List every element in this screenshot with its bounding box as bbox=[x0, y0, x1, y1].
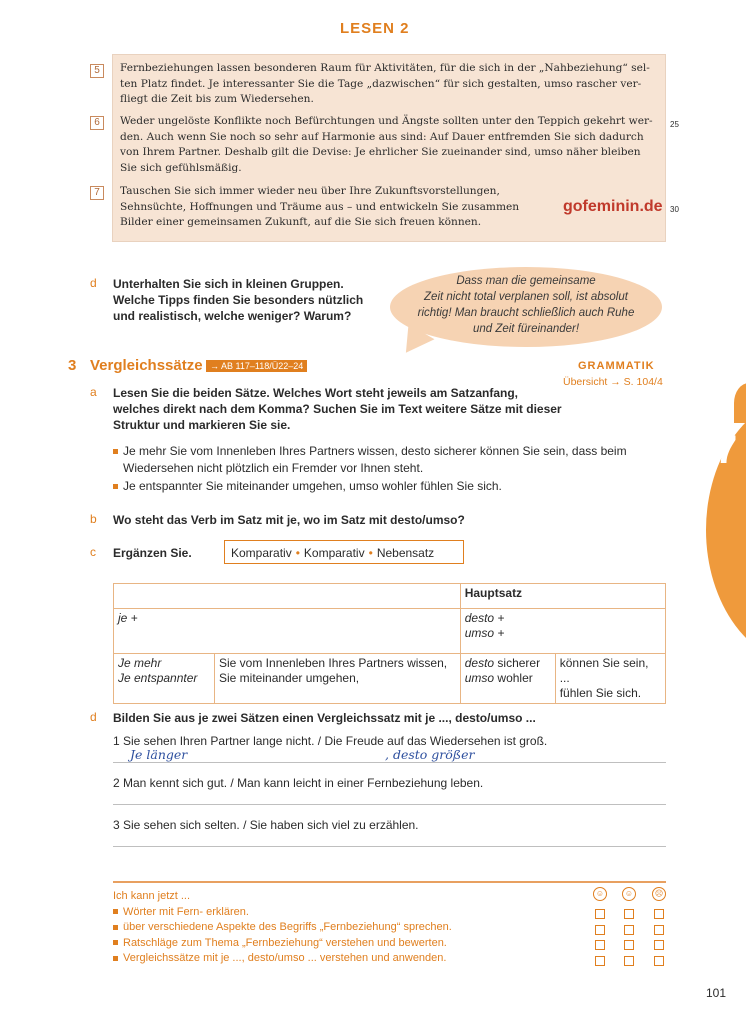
grammar-label: GRAMMATIK bbox=[578, 360, 655, 372]
answer-line[interactable] bbox=[113, 804, 666, 805]
answer-line[interactable] bbox=[113, 762, 666, 763]
checkbox[interactable] bbox=[595, 909, 605, 919]
options-box bbox=[224, 540, 464, 564]
table-cell: Sie vom Innenleben Ihres Partners wissen, Sie miteinander umgehen, bbox=[215, 654, 461, 704]
example-sentence-1: Je mehr Sie vom Innenleben Ihres Partners wissen, desto sicherer können Sie sein, dass beim Wiedersehen nicht plötzlich ein Fremder vor Ihnen steht. bbox=[113, 443, 627, 477]
chapter-number: 7 bbox=[715, 428, 738, 472]
task-c-instruction: Ergänzen Sie. bbox=[113, 546, 192, 560]
paragraph-number: 6 bbox=[90, 116, 104, 130]
task-d-instruction: Unterhalten Sie sich in kleinen Gruppen. Welche Tipps finden Sie besonders nützlich und realistisch, welche weniger? Warum? bbox=[113, 277, 364, 323]
section-title: Vergleichssätze bbox=[90, 357, 203, 374]
bullet-icon bbox=[113, 956, 118, 961]
chapter-tab-top bbox=[734, 383, 746, 423]
paragraph-7: Tauschen Sie sich immer wieder neu über Ihre Zukunftsvorstellungen, Sehnsüchte, Hoffnungen und Träume aus – und entwickeln Sie zusammen Bilder einer gemeinsamen Zukunft, auf die Sie sich freuen können. bbox=[120, 185, 520, 228]
checkbox[interactable] bbox=[654, 909, 664, 919]
table-cell: Je mehr Je entspannter bbox=[114, 654, 215, 704]
task-letter: d bbox=[90, 710, 97, 724]
option-item: Nebensatz bbox=[376, 546, 435, 560]
grammar-table bbox=[113, 583, 666, 704]
grammar-reference: Übersicht → S. 104/4 bbox=[563, 376, 663, 388]
checkbox[interactable] bbox=[654, 940, 664, 950]
table-header-hauptsatz: Hauptsatz bbox=[460, 584, 665, 609]
task-d2-instruction: Bilden Sie aus je zwei Sätzen einen Vergleichssatz mit je ..., desto/umso ... bbox=[113, 711, 536, 725]
line-number-30: 30 bbox=[670, 205, 679, 214]
bullet-icon bbox=[113, 449, 118, 454]
option-item: Komparativ bbox=[231, 546, 292, 560]
checkbox[interactable] bbox=[624, 909, 634, 919]
sad-face-icon: ☹ bbox=[652, 887, 666, 901]
paragraph-number: 7 bbox=[90, 186, 104, 200]
page-heading: LESEN 2 bbox=[340, 20, 410, 37]
table-cell: desto sicherer umso wohler bbox=[460, 654, 555, 704]
example-sentence-2: Je entspannter Sie miteinander umgehen, umso wohler fühlen Sie sich. bbox=[113, 478, 502, 495]
gofeminin-logo: gofeminin.de bbox=[563, 198, 663, 215]
checkbox[interactable] bbox=[654, 925, 664, 935]
bullet-icon bbox=[113, 940, 118, 945]
task-letter: a bbox=[90, 385, 97, 399]
paragraph-number: 5 bbox=[90, 64, 104, 78]
table-header-empty bbox=[114, 584, 461, 609]
section-divider bbox=[113, 881, 666, 883]
happy-face-icon: ☺ bbox=[593, 887, 607, 901]
neutral-face-icon: ☺ bbox=[622, 887, 636, 901]
page-number: 101 bbox=[706, 986, 727, 1000]
can-do-list: Ich kann jetzt ... Wörter mit Fern- erklären. über verschiedene Aspekte des Begriffs „Fernbeziehung“ sprechen. Ratschläge zum Thema „Fernbeziehung“ verstehen und bewerten. Vergleichssätze mit je ..., desto/umso ... verstehen und anwenden. bbox=[113, 890, 452, 964]
task-b-instruction: Wo steht das Verb im Satz mit je, wo im Satz mit desto/umso? bbox=[113, 513, 465, 527]
table-cell-je[interactable]: je + bbox=[114, 609, 461, 654]
checkbox[interactable] bbox=[654, 956, 664, 966]
checkbox[interactable] bbox=[595, 956, 605, 966]
handwritten-answer: , desto größer bbox=[385, 747, 475, 762]
checkbox[interactable] bbox=[624, 940, 634, 950]
paragraph-6: Weder ungelöste Konflikte noch Befürchtungen und Ängste sollten unter den Teppich gekehrt wer- den. Auch wenn Sie noch so sehr auf Harmonie aus sind: Auf Dauer entfremden Sie sich dadurch von Ihrem Partner. Deshalb gilt die Devise: Je ehrlicher Sie zueinander sind, umso näher bleiben Sie sich gefühlsmäßig. bbox=[120, 115, 653, 174]
option-item: Komparativ bbox=[303, 546, 365, 560]
bullet-icon bbox=[113, 925, 118, 930]
task-letter: d bbox=[90, 276, 97, 290]
task-letter: b bbox=[90, 512, 97, 526]
checkbox[interactable] bbox=[595, 940, 605, 950]
table-cell-desto-umso[interactable]: desto + umso + bbox=[460, 609, 665, 654]
checkbox[interactable] bbox=[624, 956, 634, 966]
section-number: 3 bbox=[68, 357, 77, 374]
separator-dot: • bbox=[295, 546, 300, 560]
task-letter: c bbox=[90, 545, 96, 559]
bullet-icon bbox=[113, 909, 118, 914]
table-cell: können Sie sein, ... fühlen Sie sich. bbox=[555, 654, 665, 704]
handwritten-answer: Je länger bbox=[130, 747, 188, 762]
task-a-instruction: Lesen Sie die beiden Sätze. Welches Wort steht jeweils am Satzanfang, welches direkt nach dem Komma? Suchen Sie im Text weitere Sätze mit dieser Struktur und markieren Sie sie. bbox=[113, 386, 562, 432]
bullet-icon bbox=[113, 484, 118, 489]
answer-line[interactable] bbox=[113, 846, 666, 847]
exercise-sentence-2: 2 Man kennt sich gut. / Man kann leicht in einer Fernbeziehung leben. bbox=[113, 776, 484, 790]
workbook-reference: → AB 117–118/Ü22–24 bbox=[206, 360, 307, 372]
separator-dot: • bbox=[368, 546, 373, 560]
line-number-25: 25 bbox=[670, 120, 679, 129]
exercise-sentence-3: 3 Sie sehen sich selten. / Sie haben sich viel zu erzählen. bbox=[113, 818, 419, 832]
checkbox[interactable] bbox=[624, 925, 634, 935]
exercise-sentence-1: 1 Sie sehen Ihren Partner lange nicht. / Die Freude auf das Wiedersehen ist groß. bbox=[113, 734, 548, 748]
speech-bubble-text: Dass man die gemeinsame Zeit nicht total verplanen soll, ist absolut richtig! Man braucht schließlich auch Ruhe und Zeit füreinander! bbox=[417, 275, 635, 335]
paragraph-5: Fernbeziehungen lassen besonderen Raum für Aktivitäten, für die sich in der „Nahbeziehung“ sel- ten Platz findet. Je interessanter Sie die Tage „dazwischen“ für sich gestalten, umso rascher ver- fliegt die Zeit bis zum Wiedersehen. bbox=[120, 62, 650, 105]
checkbox[interactable] bbox=[595, 925, 605, 935]
